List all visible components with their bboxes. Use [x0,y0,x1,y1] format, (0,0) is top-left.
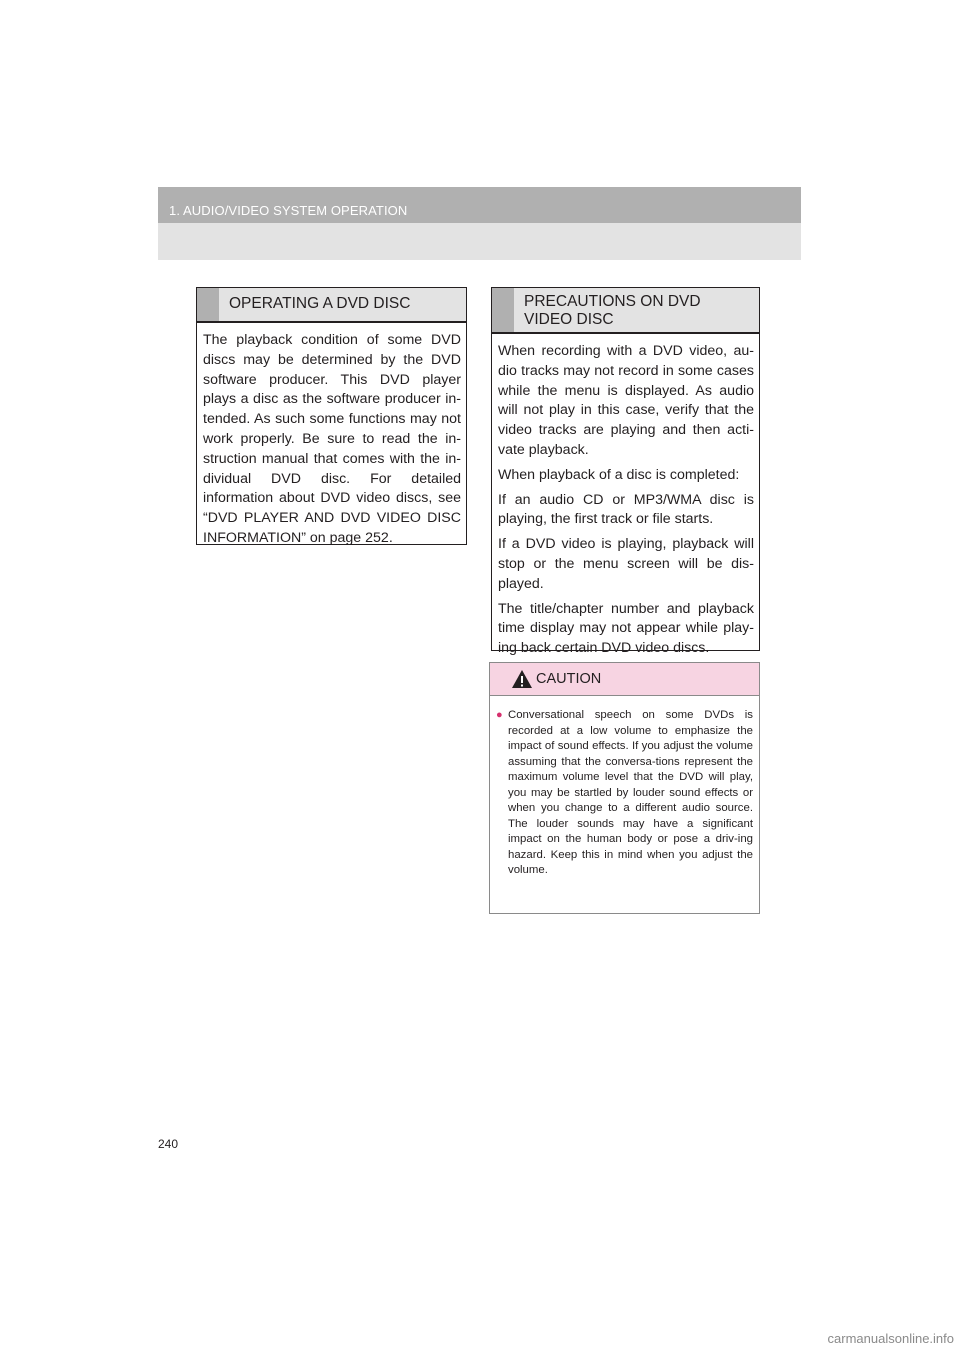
precautions-paragraph-5: The title/chapter number and playback time display may not appear while play-ing back certain DVD video discs. [498,600,754,657]
section-title: 1. AUDIO/VIDEO SYSTEM OPERATION [169,203,408,218]
bullet-icon: ● [496,709,503,721]
page-number: 240 [158,1137,179,1151]
operating-dvd-title: OPERATING A DVD DISC [229,295,411,312]
precautions-title: PRECAUTIONS ON DVD VIDEO DISC [524,293,701,328]
caution-title: CAUTION [536,671,602,687]
caution-body [490,696,759,879]
warning-triangle-icon [511,669,533,689]
section-header-bar [158,187,801,223]
operating-dvd-paragraph: The playback condition of some DVD discs may be determined by the DVD software producer. This DVD player plays a disc as the software producer in-tended. As such some functions may not work properly. Be sure to read the in-struction manual that comes with the in-dividual DVD disc. For detailed information about DVD video discs, see “DVD PLAYER AND DVD VIDEO DISC INFORMATION” on page 252. [203,332,461,546]
header-accent-bar [492,288,514,332]
precautions-paragraph-1: When recording with a DVD video, au-dio tracks may not record in some cases while the menu is displayed. As audio will not play in this case, verify that the video tracks are playing and then acti-vate playback. [498,343,754,458]
caution-text: Conversational speech on some DVDs is recorded at a low volume to emphasize the impact of sound effects. If you adjust the volume assuming that the conversa-tions represent the maximum volume level that the DVD will play, you may be startled by louder sound effects or when you change to a different audio source. The louder sounds may have a significant impact on the human body or pose a driv-ing hazard. Keep this in mind when you adjust the volume. [508,709,753,876]
precautions-paragraph-4: If a DVD video is playing, playback will stop or the menu screen will be dis-played. [498,536,754,592]
caution-box [489,662,760,914]
watermark: carmanualsonline.info [827,1331,954,1346]
section-header [158,187,801,260]
operating-dvd-header [197,288,466,323]
precautions-body [492,334,759,659]
caution-header [490,663,759,696]
precautions-paragraph-2: When playback of a disc is completed: [498,466,740,483]
operating-dvd-box [196,287,467,545]
precautions-box [491,287,760,657]
operating-dvd-body [197,323,466,549]
precautions-paragraph-3: If an audio CD or MP3/WMA disc is playing, the first track or file starts. [498,491,754,528]
precautions-header [492,288,759,334]
header-accent-bar [197,288,219,321]
